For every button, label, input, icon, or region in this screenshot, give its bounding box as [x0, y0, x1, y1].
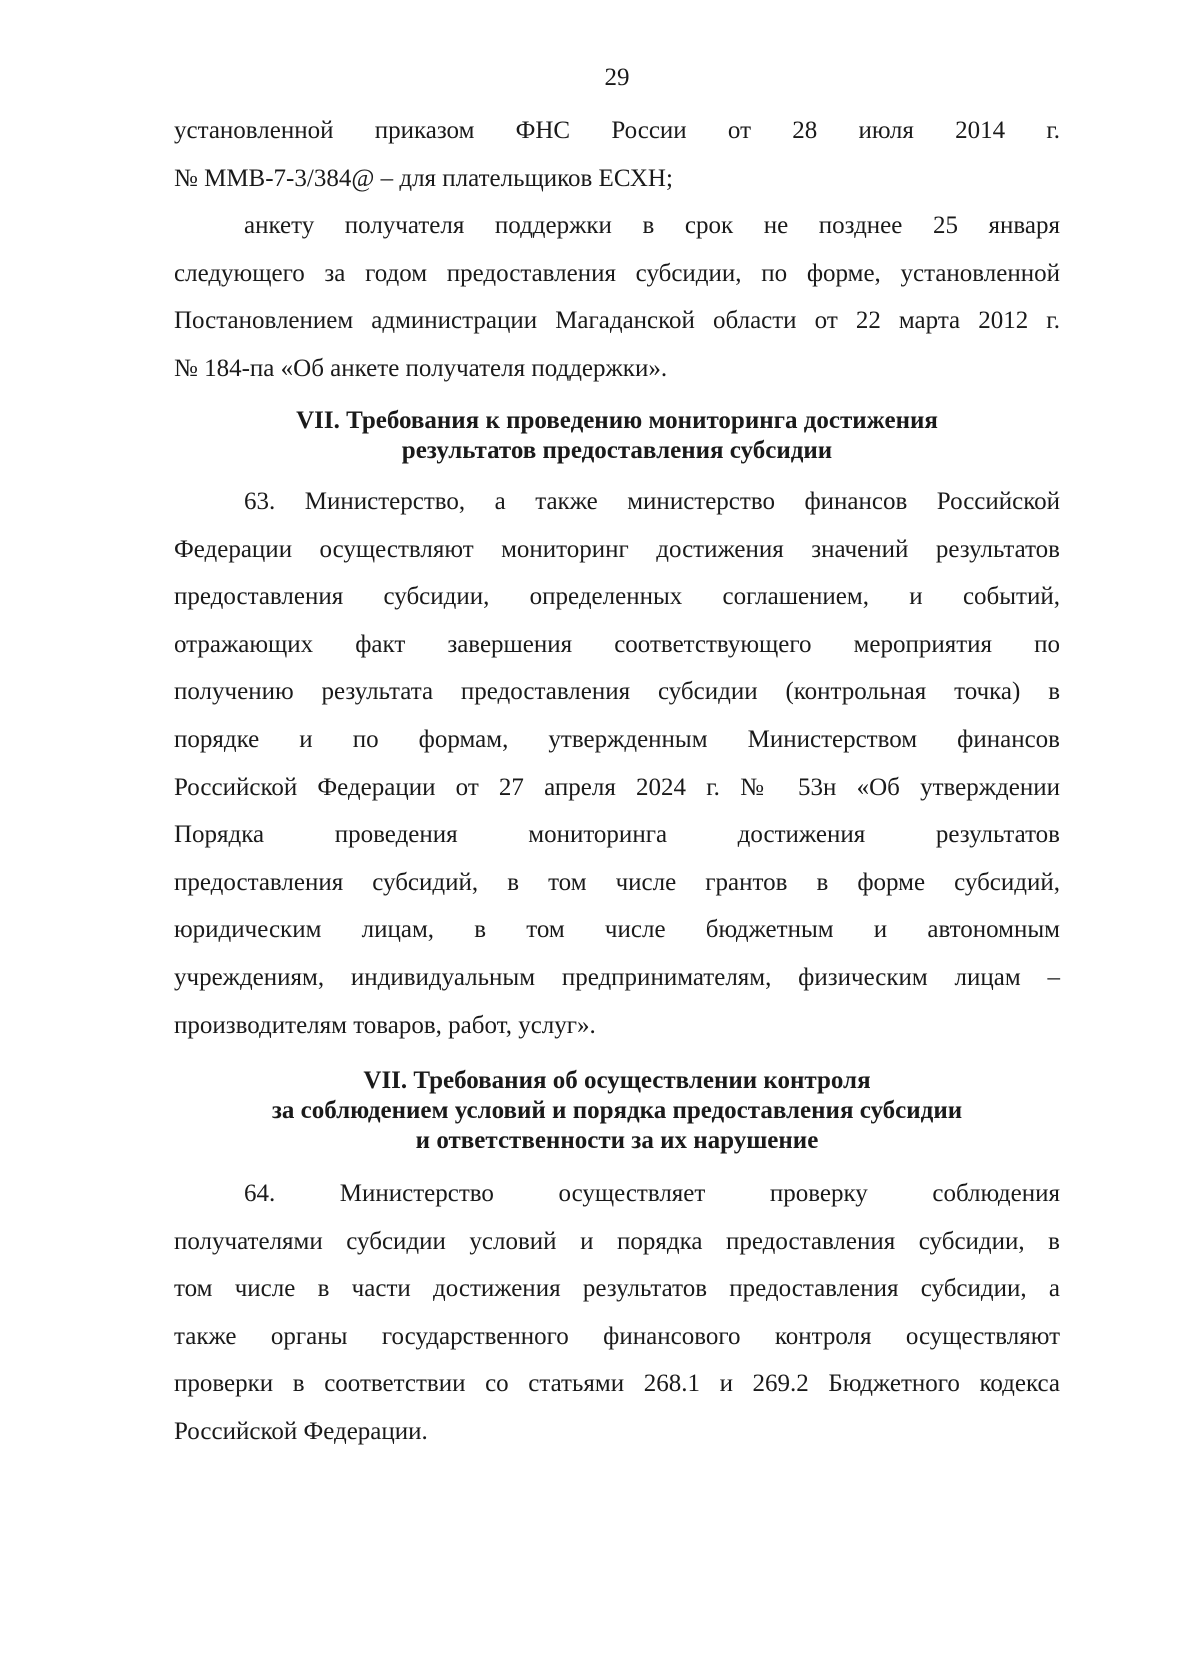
text-line: том числе в части достижения результатов предоставления субсидии, а: [174, 1275, 1060, 1303]
text-line: отражающих факт завершения соответствующего мероприятия по: [174, 630, 1060, 658]
text-line: Постановлением администрации Магаданской области от 22 марта 2012 г.: [174, 307, 1060, 335]
heading-line: результатов предоставления субсидии: [401, 437, 833, 464]
page-number: 29: [604, 64, 630, 91]
section-heading-control: [174, 1066, 1060, 1156]
text-line: установленной приказом ФНС России от 28 июля 2014 г.: [174, 117, 1060, 144]
paragraph-64: [174, 1170, 1060, 1456]
document-page: [174, 0, 1060, 1661]
heading-line: VII. Требования об осуществлении контроля: [363, 1067, 871, 1094]
text-line: предоставления субсидий, в том числе грантов в форме субсидий,: [174, 868, 1060, 896]
text-line: 64. Министерство осуществляет проверку соблюдения: [244, 1180, 1060, 1207]
text-line: производителям товаров, работ, услуг».: [174, 1011, 596, 1039]
text-line: также органы государственного финансового контроля осуществляют: [174, 1322, 1060, 1350]
paragraph-anketa: [174, 202, 1060, 392]
text-line: № 184-па «Об анкете получателя поддержки».: [174, 354, 668, 382]
paragraph-esxn: [174, 107, 1060, 202]
heading-line: VII. Требования к проведению мониторинга достижения: [296, 407, 938, 434]
text-line: следующего за годом предоставления субсидии, по форме, установленной: [174, 259, 1060, 287]
text-line: учреждениям, индивидуальным предпринимателям, физическим лицам –: [174, 963, 1060, 991]
text-line: анкету получателя поддержки в срок не позднее 25 января: [244, 212, 1060, 239]
text-line: предоставления субсидии, определенных соглашением, и событий,: [174, 583, 1060, 611]
text-line: № ММВ-7-3/384@ – для плательщиков ЕСХН;: [174, 164, 673, 192]
text-line: порядке и по формам, утвержденным Министерством финансов: [174, 725, 1060, 753]
section-heading-monitoring: [174, 406, 1060, 466]
text-line: Российской Федерации от 27 апреля 2024 г. № 53н «Об утверждении: [174, 773, 1060, 801]
heading-line: за соблюдением условий и порядка предоставления субсидии: [271, 1097, 963, 1124]
text-line: получателями субсидии условий и порядка предоставления субсидии, в: [174, 1227, 1060, 1255]
text-line: Федерации осуществляют мониторинг достижения значений результатов: [174, 535, 1060, 563]
text-line: юридическим лицам, в том числе бюджетным и автономным: [174, 916, 1060, 944]
heading-line: и ответственности за их нарушение: [415, 1127, 819, 1154]
text-line: 63. Министерство, а также министерство финансов Российской: [244, 488, 1060, 515]
text-line: проверки в соответствии со статьями 268.1 и 269.2 Бюджетного кодекса: [174, 1370, 1060, 1398]
paragraph-63: [174, 478, 1060, 1049]
text-line: Порядка проведения мониторинга достижения результатов: [174, 821, 1060, 849]
text-line: получению результата предоставления субсидии (контрольная точка) в: [174, 678, 1060, 706]
text-line: Российской Федерации.: [174, 1417, 428, 1445]
